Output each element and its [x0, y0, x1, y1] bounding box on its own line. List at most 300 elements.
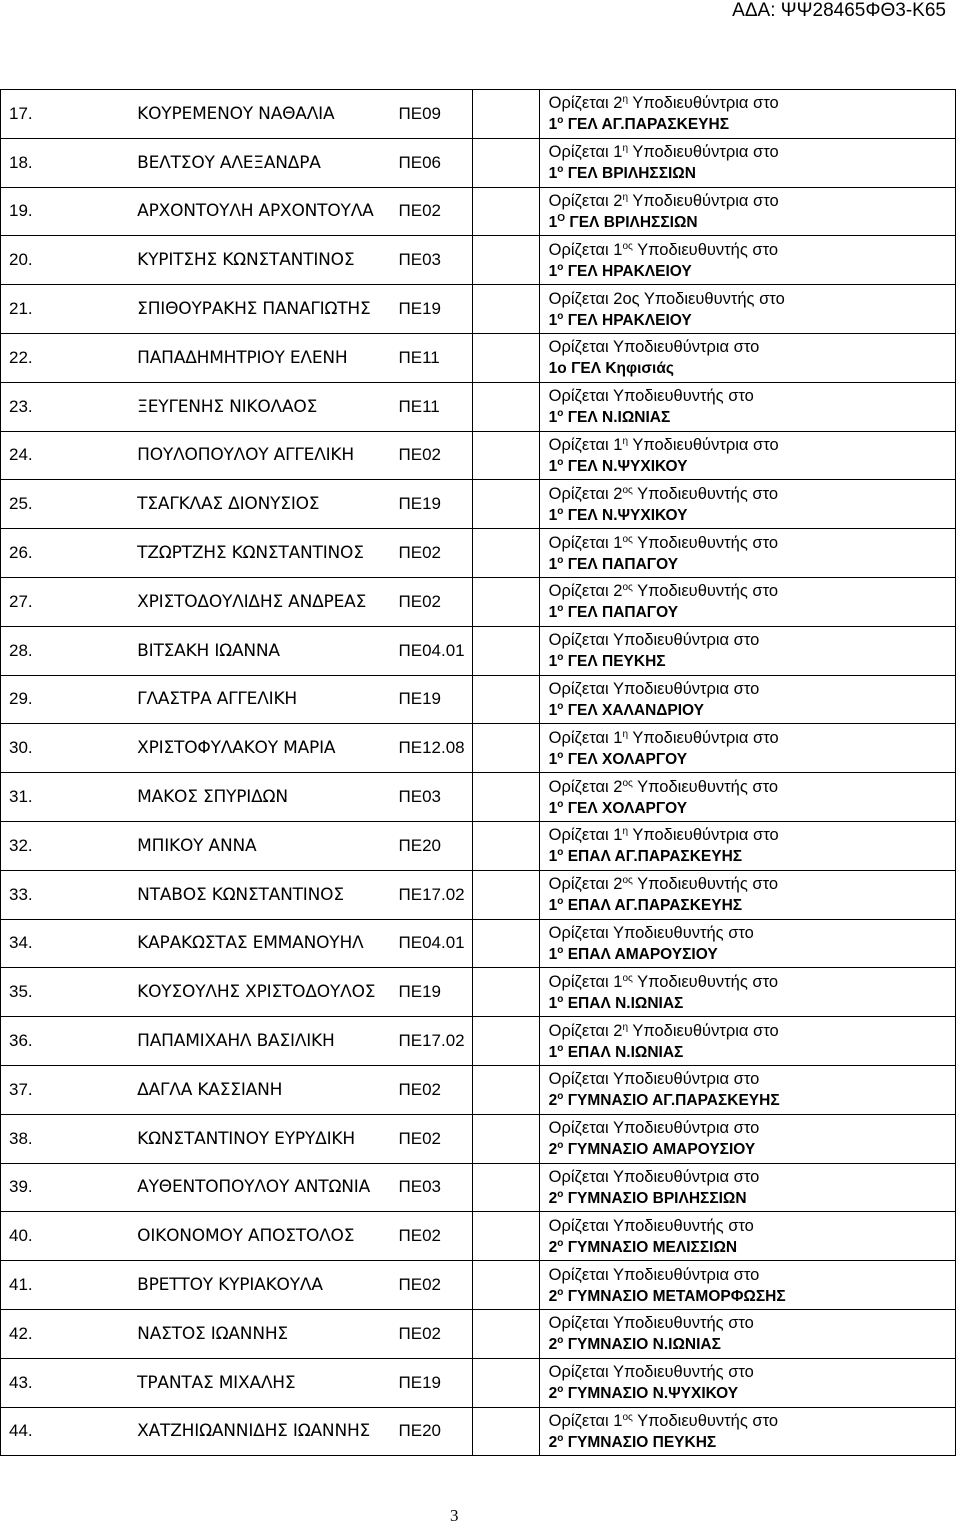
- specialty-code: ΠΕ17.02: [398, 1031, 465, 1051]
- table-row: [1, 90, 956, 139]
- row-number-cell: [1, 1309, 59, 1358]
- assignment-cell: [539, 90, 955, 139]
- ordinal-suffix: η: [622, 94, 629, 106]
- spacer-cell: [473, 1065, 539, 1114]
- specialty-code: ΠΕ02: [398, 1323, 441, 1343]
- assignment-school: $2^o$ ΓΥΜΝΑΣΙΟ ΑΓ.ΠΑΡΑΣΚΕΥΗΣ: [548, 1091, 780, 1110]
- teacher-cell: [58, 187, 473, 236]
- teacher-name: ΤΡΑΝΤΑΣ ΜΙΧΑΛΗΣ: [137, 1372, 296, 1393]
- teacher-name: ΧΑΤΖΗΙΩΑΝΝΙΔΗΣ ΙΩΑΝΝΗΣ: [137, 1421, 371, 1442]
- teacher-name: ΚΩΝΣΤΑΝΤΙΝΟΥ ΕΥΡΥΔΙΚΗ: [137, 1128, 355, 1149]
- row-number: 28.: [9, 640, 33, 660]
- specialty-code: ΠΕ09: [398, 103, 441, 123]
- row-number: 31.: [9, 787, 33, 807]
- teacher-name: ΝΑΣΤΟΣ ΙΩΑΝΝΗΣ: [137, 1323, 288, 1344]
- assignment-cell: [539, 1114, 955, 1163]
- row-number-cell: [1, 1407, 59, 1456]
- teacher-name: ΚΟΥΡΕΜΕΝΟΥ ΝΑΘΑΛΙΑ: [137, 103, 335, 124]
- spacer-cell: [473, 1163, 539, 1212]
- assignment-school: $1^o$ ΓΕΛ ΒΡΙΛΗΣΣΙΩΝ: [548, 164, 696, 183]
- spacer-cell: [473, 431, 539, 480]
- spacer-cell: [473, 1114, 539, 1163]
- assignment-role: Ορίζεται $2^{o\varsigma}$ Υποδιευθυντής στο: [548, 777, 779, 796]
- ordinal-suffix: ο: [557, 896, 564, 908]
- row-number-cell: [1, 480, 59, 529]
- table-row: [1, 1358, 956, 1407]
- assignment-role: Ορίζεται $1^\eta$ Υποδιευθύντρια στο: [548, 143, 779, 162]
- table-body: [1, 90, 956, 1456]
- assignment-school: $1^o$ ΓΕΛ ΗΡΑΚΛΕΙΟΥ: [548, 310, 692, 329]
- spacer-cell: [473, 285, 539, 334]
- spacer-cell: [473, 529, 539, 578]
- teacher-cell: [58, 968, 473, 1017]
- table-row: [1, 968, 956, 1017]
- assignment-school: $1^o$ ΓΕΛ Ν.ΨΥΧΙΚΟΥ: [548, 456, 688, 475]
- assignment-school: 1ο ΓΕΛ Κηφισιάς: [548, 360, 674, 378]
- ordinal-suffix: ος: [622, 582, 633, 594]
- teacher-cell: [58, 577, 473, 626]
- spacer-cell: [473, 919, 539, 968]
- spacer-cell: [473, 773, 539, 822]
- row-number: 27.: [9, 591, 33, 611]
- row-number-cell: [1, 626, 59, 675]
- teacher-name: ΤΖΩΡΤΖΗΣ ΚΩΝΣΤΑΝΤΙΝΟΣ: [137, 543, 364, 564]
- ordinal-suffix: ος: [622, 484, 633, 496]
- ordinal-suffix: ο: [557, 749, 564, 761]
- row-number-cell: [1, 1212, 59, 1261]
- specialty-code: ΠΕ02: [398, 445, 441, 465]
- assignment-role: Ορίζεται $2^{o\varsigma}$ Υποδιευθυντής στο: [548, 875, 779, 894]
- assignment-role: Ορίζεται Υποδιευθύντρια στο: [548, 1119, 760, 1138]
- row-number-cell: [1, 1065, 59, 1114]
- teacher-name: ΧΡΙΣΤΟΔΟΥΛΙΔΗΣ ΑΝΔΡΕΑΣ: [137, 591, 367, 612]
- row-number-cell: [1, 382, 59, 431]
- assignment-role: Ορίζεται $2^{o\varsigma}$ Υποδιευθυντής στο: [548, 484, 779, 503]
- specialty-code: ΠΕ04.01: [398, 933, 465, 953]
- row-number: 35.: [9, 982, 33, 1002]
- specialty-code: ΠΕ03: [398, 1177, 441, 1197]
- assignment-role: Ορίζεται $2^{o\varsigma}$ Υποδιευθυντής στο: [548, 582, 779, 601]
- assignment-role: Ορίζεται $2^\eta$ Υποδιευθύντρια στο: [548, 1021, 779, 1040]
- ordinal-suffix: ος: [622, 1411, 633, 1423]
- ordinal-suffix: ο: [557, 1091, 564, 1103]
- row-number: 23.: [9, 396, 33, 416]
- ordinal-suffix: ο: [557, 944, 564, 956]
- ordinal-suffix: ο: [557, 310, 564, 322]
- ordinal-suffix: ο: [557, 261, 564, 273]
- assignment-school: $1^o$ ΓΕΛ ΧΑΛΑΝΔΡΙΟΥ: [548, 700, 705, 719]
- row-number-cell: [1, 529, 59, 578]
- row-number-cell: [1, 236, 59, 285]
- row-number-cell: [1, 333, 59, 382]
- spacer-cell: [473, 333, 539, 382]
- table-row: [1, 187, 956, 236]
- teacher-name: ΜΠΙΚΟΥ ΑΝΝΑ: [137, 835, 257, 856]
- assignment-cell: [539, 675, 955, 724]
- assignment-cell: [539, 1309, 955, 1358]
- teacher-name: ΠΑΠΑΔΗΜΗΤΡΙΟΥ ΕΛΕΝΗ: [137, 347, 348, 368]
- specialty-code: ΠΕ19: [398, 982, 441, 1002]
- row-number: 33.: [9, 884, 33, 904]
- specialty-code: ΠΕ12.08: [398, 738, 465, 758]
- ordinal-suffix: η: [622, 826, 629, 838]
- specialty-code: ΠΕ19: [398, 299, 441, 319]
- ordinal-suffix: ο: [557, 1042, 564, 1054]
- row-number-cell: [1, 675, 59, 724]
- row-number-cell: [1, 1261, 59, 1310]
- assignment-role: Ορίζεται $2^\eta$ Υποδιευθύντρια στο: [548, 191, 779, 210]
- row-number-cell: [1, 919, 59, 968]
- teacher-name: ΞΕΥΓΕΝΗΣ ΝΙΚΟΛΑΟΣ: [137, 396, 318, 417]
- row-number: 29.: [9, 689, 33, 709]
- assignment-role: Ορίζεται Υποδιευθύντρια στο: [548, 1265, 760, 1284]
- ordinal-suffix: ο: [557, 1188, 564, 1200]
- assignment-school: $2^o$ ΓΥΜΝΑΣΙΟ Ν.ΙΩΝΙΑΣ: [548, 1335, 721, 1354]
- ordinal-suffix: Ο: [557, 212, 566, 224]
- row-number: 30.: [9, 738, 33, 758]
- row-number-cell: [1, 577, 59, 626]
- teacher-name: ΝΤΑΒΟΣ ΚΩΝΣΤΑΝΤΙΝΟΣ: [137, 884, 344, 905]
- assignment-school: $1^o$ ΓΕΛ Ν.ΨΥΧΙΚΟΥ: [548, 505, 688, 524]
- assignment-school: $1^o$ ΕΠΑΛ Ν.ΙΩΝΙΑΣ: [548, 993, 684, 1012]
- teacher-cell: [58, 529, 473, 578]
- assignment-cell: [539, 821, 955, 870]
- teacher-cell: [58, 675, 473, 724]
- row-number: 34.: [9, 933, 33, 953]
- teacher-name: ΓΛΑΣΤΡΑ ΑΓΓΕΛΙΚΗ: [137, 689, 297, 710]
- teacher-name: ΣΠΙΘΟΥΡΑΚΗΣ ΠΑΝΑΓΙΩΤΗΣ: [137, 299, 371, 320]
- assignment-cell: [539, 236, 955, 285]
- page-number: 3: [450, 1506, 459, 1525]
- spacer-cell: [473, 1017, 539, 1066]
- row-number-cell: [1, 1358, 59, 1407]
- spacer-cell: [473, 821, 539, 870]
- assignment-school: $2^o$ ΓΥΜΝΑΣΙΟ ΠΕΥΚΗΣ: [548, 1432, 717, 1451]
- spacer-cell: [473, 626, 539, 675]
- assignment-cell: [539, 187, 955, 236]
- row-number: 42.: [9, 1323, 33, 1343]
- assignment-cell: [539, 1065, 955, 1114]
- teacher-cell: [58, 870, 473, 919]
- assignment-cell: [539, 1407, 955, 1456]
- specialty-code: ΠΕ02: [398, 1226, 441, 1246]
- ordinal-suffix: η: [622, 728, 629, 740]
- assignment-role: Ορίζεται $1^\eta$ Υποδιευθύντρια στο: [548, 435, 779, 454]
- ordinal-suffix: ος: [622, 240, 633, 252]
- row-number: 43.: [9, 1372, 33, 1392]
- teacher-cell: [58, 1309, 473, 1358]
- row-number: 26.: [9, 543, 33, 563]
- row-number: 18.: [9, 152, 33, 172]
- row-number-cell: [1, 138, 59, 187]
- assignment-school: $2^o$ ΓΥΜΝΑΣΙΟ ΜΕΤΑΜΟΡΦΩΣΗΣ: [548, 1286, 786, 1305]
- row-number-cell: [1, 431, 59, 480]
- specialty-code: ΠΕ02: [398, 201, 441, 221]
- specialty-code: ΠΕ02: [398, 1128, 441, 1148]
- document-code: ΑΔΑ: ΨΨ28465ΦΘ3-Κ65: [732, 0, 946, 21]
- assignment-cell: [539, 626, 955, 675]
- teacher-name: ΟΙΚΟΝΟΜΟΥ ΑΠΟΣΤΟΛΟΣ: [137, 1226, 355, 1247]
- table-row: [1, 626, 956, 675]
- table-row: [1, 1017, 956, 1066]
- specialty-code: ΠΕ04.01: [398, 640, 465, 660]
- ordinal-suffix: ο: [557, 554, 564, 566]
- table-row: [1, 236, 956, 285]
- assignment-school: $1^O$ ΓΕΛ ΒΡΙΛΗΣΣΙΩΝ: [548, 212, 698, 231]
- assignment-cell: [539, 285, 955, 334]
- ordinal-suffix: η: [622, 143, 629, 155]
- row-number: 22.: [9, 347, 33, 367]
- row-number: 41.: [9, 1275, 33, 1295]
- row-number-cell: [1, 968, 59, 1017]
- table-row: [1, 919, 956, 968]
- assignment-cell: [539, 333, 955, 382]
- table-row: [1, 1065, 956, 1114]
- ordinal-suffix: η: [622, 1021, 629, 1033]
- specialty-code: ΠΕ02: [398, 1275, 441, 1295]
- assignment-role: Ορίζεται $1^{o\varsigma}$ Υποδιευθυντής στο: [548, 972, 779, 991]
- table-row: [1, 285, 956, 334]
- teacher-cell: [58, 773, 473, 822]
- spacer-cell: [473, 1407, 539, 1456]
- ordinal-suffix: ο: [557, 798, 564, 810]
- specialty-code: ΠΕ11: [398, 347, 440, 367]
- spacer-cell: [473, 1309, 539, 1358]
- ordinal-suffix: ο: [557, 847, 564, 859]
- assignment-cell: [539, 968, 955, 1017]
- ordinal-suffix: ο: [557, 1140, 564, 1152]
- teacher-name: ΠΑΠΑΜΙΧΑΗΛ ΒΑΣΙΛΙΚΗ: [137, 1031, 335, 1052]
- assignment-school: $1^o$ ΓΕΛ ΧΟΛΑΡΓΟΥ: [548, 798, 688, 817]
- specialty-code: ΠΕ19: [398, 1372, 441, 1392]
- row-number: 36.: [9, 1031, 33, 1051]
- assignment-role: Ορίζεται $2^\eta$ Υποδιευθύντρια στο: [548, 94, 779, 113]
- assignment-cell: [539, 1017, 955, 1066]
- spacer-cell: [473, 382, 539, 431]
- specialty-code: ΠΕ19: [398, 689, 441, 709]
- ordinal-suffix: ο: [557, 164, 564, 176]
- teacher-cell: [58, 431, 473, 480]
- table-row: [1, 577, 956, 626]
- row-number: 21.: [9, 299, 33, 319]
- teacher-cell: [58, 1114, 473, 1163]
- ordinal-suffix: ο: [557, 1237, 564, 1249]
- assignment-role: Ορίζεται Υποδιευθυντής στο: [548, 1216, 754, 1235]
- assignment-cell: [539, 1163, 955, 1212]
- table-row: [1, 1261, 956, 1310]
- teacher-name: ΚΟΥΣΟΥΛΗΣ ΧΡΙΣΤΟΔΟΥΛΟΣ: [137, 982, 376, 1003]
- spacer-cell: [473, 1212, 539, 1261]
- row-number-cell: [1, 773, 59, 822]
- ordinal-suffix: ος: [622, 533, 633, 545]
- assignment-school: $1^o$ ΓΕΛ Ν.ΙΩΝΙΑΣ: [548, 408, 671, 427]
- teacher-cell: [58, 90, 473, 139]
- ordinal-suffix: ο: [557, 456, 564, 468]
- assignment-school: $1^o$ ΕΠΑΛ ΑΜΑΡΟΥΣΙΟΥ: [548, 944, 718, 963]
- table-row: [1, 821, 956, 870]
- teacher-name: ΧΡΙΣΤΟΦΥΛΑΚΟΥ ΜΑΡΙΑ: [137, 738, 336, 759]
- table-row: [1, 382, 956, 431]
- teacher-cell: [58, 1261, 473, 1310]
- assignment-cell: [539, 577, 955, 626]
- assignment-cell: [539, 870, 955, 919]
- row-number-cell: [1, 724, 59, 773]
- ordinal-suffix: ο: [557, 1432, 564, 1444]
- row-number: 40.: [9, 1226, 33, 1246]
- row-number: 44.: [9, 1421, 33, 1441]
- teacher-cell: [58, 285, 473, 334]
- assignment-role: Ορίζεται Υποδιευθύντρια στο: [548, 631, 760, 650]
- assignment-school: $1^o$ ΓΕΛ ΑΓ.ΠΑΡΑΣΚΕΥΗΣ: [548, 115, 729, 134]
- ordinal-suffix: ος: [622, 777, 633, 789]
- specialty-code: ΠΕ11: [398, 396, 440, 416]
- teacher-cell: [58, 333, 473, 382]
- spacer-cell: [473, 236, 539, 285]
- specialty-code: ΠΕ17.02: [398, 884, 465, 904]
- row-number: 25.: [9, 494, 33, 514]
- assignment-role: Ορίζεται Υποδιευθυντής στο: [548, 1363, 754, 1382]
- teacher-name: ΚΑΡΑΚΩΣΤΑΣ ΕΜΜΑΝΟΥΗΛ: [137, 933, 364, 954]
- row-number-cell: [1, 285, 59, 334]
- specialty-code: ΠΕ06: [398, 152, 441, 172]
- assignment-role: Ορίζεται $1^\eta$ Υποδιευθύντρια στο: [548, 728, 779, 747]
- specialty-code: ΠΕ20: [398, 1421, 441, 1441]
- teacher-name: ΠΟΥΛΟΠΟΥΛΟΥ ΑΓΓΕΛΙΚΗ: [137, 445, 354, 466]
- teacher-cell: [58, 821, 473, 870]
- assignment-role: Ορίζεται Υποδιευθύντρια στο: [548, 338, 760, 357]
- teacher-cell: [58, 724, 473, 773]
- teacher-name: ΒΙΤΣΑΚΗ ΙΩΑΝΝΑ: [137, 640, 280, 661]
- assignment-role: Ορίζεται Υποδιευθύντρια στο: [548, 1070, 760, 1089]
- assignments-table: [0, 89, 956, 1456]
- ordinal-suffix: ο: [557, 652, 564, 664]
- table-row: [1, 431, 956, 480]
- spacer-cell: [473, 187, 539, 236]
- teacher-cell: [58, 919, 473, 968]
- table-row: [1, 675, 956, 724]
- teacher-cell: [58, 382, 473, 431]
- row-number: 37.: [9, 1079, 33, 1099]
- teacher-cell: [58, 1358, 473, 1407]
- teacher-name: ΒΡΕΤΤΟΥ ΚΥΡΙΑΚΟΥΛΑ: [137, 1275, 323, 1296]
- assignment-school: $1^o$ ΓΕΛ ΧΟΛΑΡΓΟΥ: [548, 749, 688, 768]
- row-number-cell: [1, 821, 59, 870]
- table-row: [1, 1163, 956, 1212]
- spacer-cell: [473, 480, 539, 529]
- spacer-cell: [473, 577, 539, 626]
- row-number: 38.: [9, 1128, 33, 1148]
- specialty-code: ΠΕ20: [398, 835, 441, 855]
- teacher-name: ΔΑΓΛΑ ΚΑΣΣΙΑΝΗ: [137, 1079, 283, 1100]
- assignment-cell: [539, 529, 955, 578]
- teacher-name: ΚΥΡΙΤΣΗΣ ΚΩΝΣΤΑΝΤΙΝΟΣ: [137, 250, 355, 271]
- assignment-cell: [539, 480, 955, 529]
- assignment-school: $1^o$ ΓΕΛ ΠΕΥΚΗΣ: [548, 652, 666, 671]
- ordinal-suffix: ο: [557, 1335, 564, 1347]
- row-number-cell: [1, 1163, 59, 1212]
- specialty-code: ΠΕ02: [398, 1079, 441, 1099]
- table-row: [1, 1114, 956, 1163]
- ordinal-suffix: ος: [622, 972, 633, 984]
- spacer-cell: [473, 90, 539, 139]
- spacer-cell: [473, 138, 539, 187]
- assignment-school: $1^o$ ΓΕΛ ΗΡΑΚΛΕΙΟΥ: [548, 261, 692, 280]
- spacer-cell: [473, 675, 539, 724]
- assignment-role: Ορίζεται Υποδιευθύντρια στο: [548, 679, 760, 698]
- spacer-cell: [473, 724, 539, 773]
- ordinal-suffix: ο: [557, 408, 564, 420]
- assignment-cell: [539, 1212, 955, 1261]
- teacher-cell: [58, 236, 473, 285]
- teacher-cell: [58, 1065, 473, 1114]
- assignment-role: Ορίζεται 2ος Υποδιευθυντής στο: [548, 289, 785, 308]
- assignment-cell: [539, 1261, 955, 1310]
- assignment-school: $2^o$ ΓΥΜΝΑΣΙΟ Ν.ΨΥΧΙΚΟΥ: [548, 1384, 739, 1403]
- assignment-cell: [539, 724, 955, 773]
- table-row: [1, 870, 956, 919]
- spacer-cell: [473, 870, 539, 919]
- ordinal-suffix: η: [622, 435, 629, 447]
- specialty-code: ΠΕ03: [398, 250, 441, 270]
- row-number-cell: [1, 1017, 59, 1066]
- teacher-cell: [58, 1017, 473, 1066]
- assignment-cell: [539, 138, 955, 187]
- row-number: 32.: [9, 835, 33, 855]
- ordinal-suffix: ο: [557, 603, 564, 615]
- assignment-role: Ορίζεται $1^\eta$ Υποδιευθύντρια στο: [548, 826, 779, 845]
- teacher-name: ΑΥΘΕΝΤΟΠΟΥΛΟΥ ΑΝΤΩΝΙΑ: [137, 1177, 371, 1198]
- assignment-school: $1^o$ ΕΠΑΛ ΑΓ.ΠΑΡΑΣΚΕΥΗΣ: [548, 896, 743, 915]
- teacher-cell: [58, 480, 473, 529]
- table-row: [1, 773, 956, 822]
- specialty-code: ΠΕ03: [398, 787, 441, 807]
- table-row: [1, 333, 956, 382]
- row-number-cell: [1, 870, 59, 919]
- row-number-cell: [1, 90, 59, 139]
- table-row: [1, 1407, 956, 1456]
- teacher-name: ΒΕΛΤΣΟΥ ΑΛΕΞΑΝΔΡΑ: [137, 152, 321, 173]
- teacher-cell: [58, 138, 473, 187]
- assignment-role: Ορίζεται Υποδιευθύντρια στο: [548, 1167, 760, 1186]
- teacher-cell: [58, 626, 473, 675]
- assignment-school: $1^o$ ΕΠΑΛ ΑΓ.ΠΑΡΑΣΚΕΥΗΣ: [548, 847, 743, 866]
- assignment-role: Ορίζεται Υποδιευθυντής στο: [548, 387, 754, 406]
- spacer-cell: [473, 1358, 539, 1407]
- assignment-school: $2^o$ ΓΥΜΝΑΣΙΟ ΑΜΑΡΟΥΣΙΟΥ: [548, 1140, 756, 1159]
- ordinal-suffix: ο: [557, 1384, 564, 1396]
- teacher-cell: [58, 1212, 473, 1261]
- table-row: [1, 1309, 956, 1358]
- assignment-role: Ορίζεται $1^{o\varsigma}$ Υποδιευθυντής στο: [548, 533, 779, 552]
- table-row: [1, 480, 956, 529]
- assignment-cell: [539, 919, 955, 968]
- assignment-role: Ορίζεται $1^{o\varsigma}$ Υποδιευθυντής στο: [548, 1411, 779, 1430]
- ordinal-suffix: ο: [557, 700, 564, 712]
- ordinal-suffix: ος: [622, 875, 633, 887]
- ordinal-suffix: η: [622, 191, 629, 203]
- assignment-role: Ορίζεται Υποδιευθυντής στο: [548, 923, 754, 942]
- ordinal-suffix: ο: [557, 993, 564, 1005]
- teacher-name: ΜΑΚΟΣ ΣΠΥΡΙΔΩΝ: [137, 787, 288, 808]
- row-number-cell: [1, 187, 59, 236]
- teacher-cell: [58, 1163, 473, 1212]
- teacher-name: ΑΡΧΟΝΤΟΥΛΗ ΑΡΧΟΝΤΟΥΛΑ: [137, 201, 374, 222]
- assignment-school: $2^o$ ΓΥΜΝΑΣΙΟ ΜΕΛΙΣΣΙΩΝ: [548, 1237, 738, 1256]
- row-number: 20.: [9, 250, 33, 270]
- teacher-cell: [58, 1407, 473, 1456]
- assignment-role: Ορίζεται Υποδιευθυντής στο: [548, 1314, 754, 1333]
- table-row: [1, 529, 956, 578]
